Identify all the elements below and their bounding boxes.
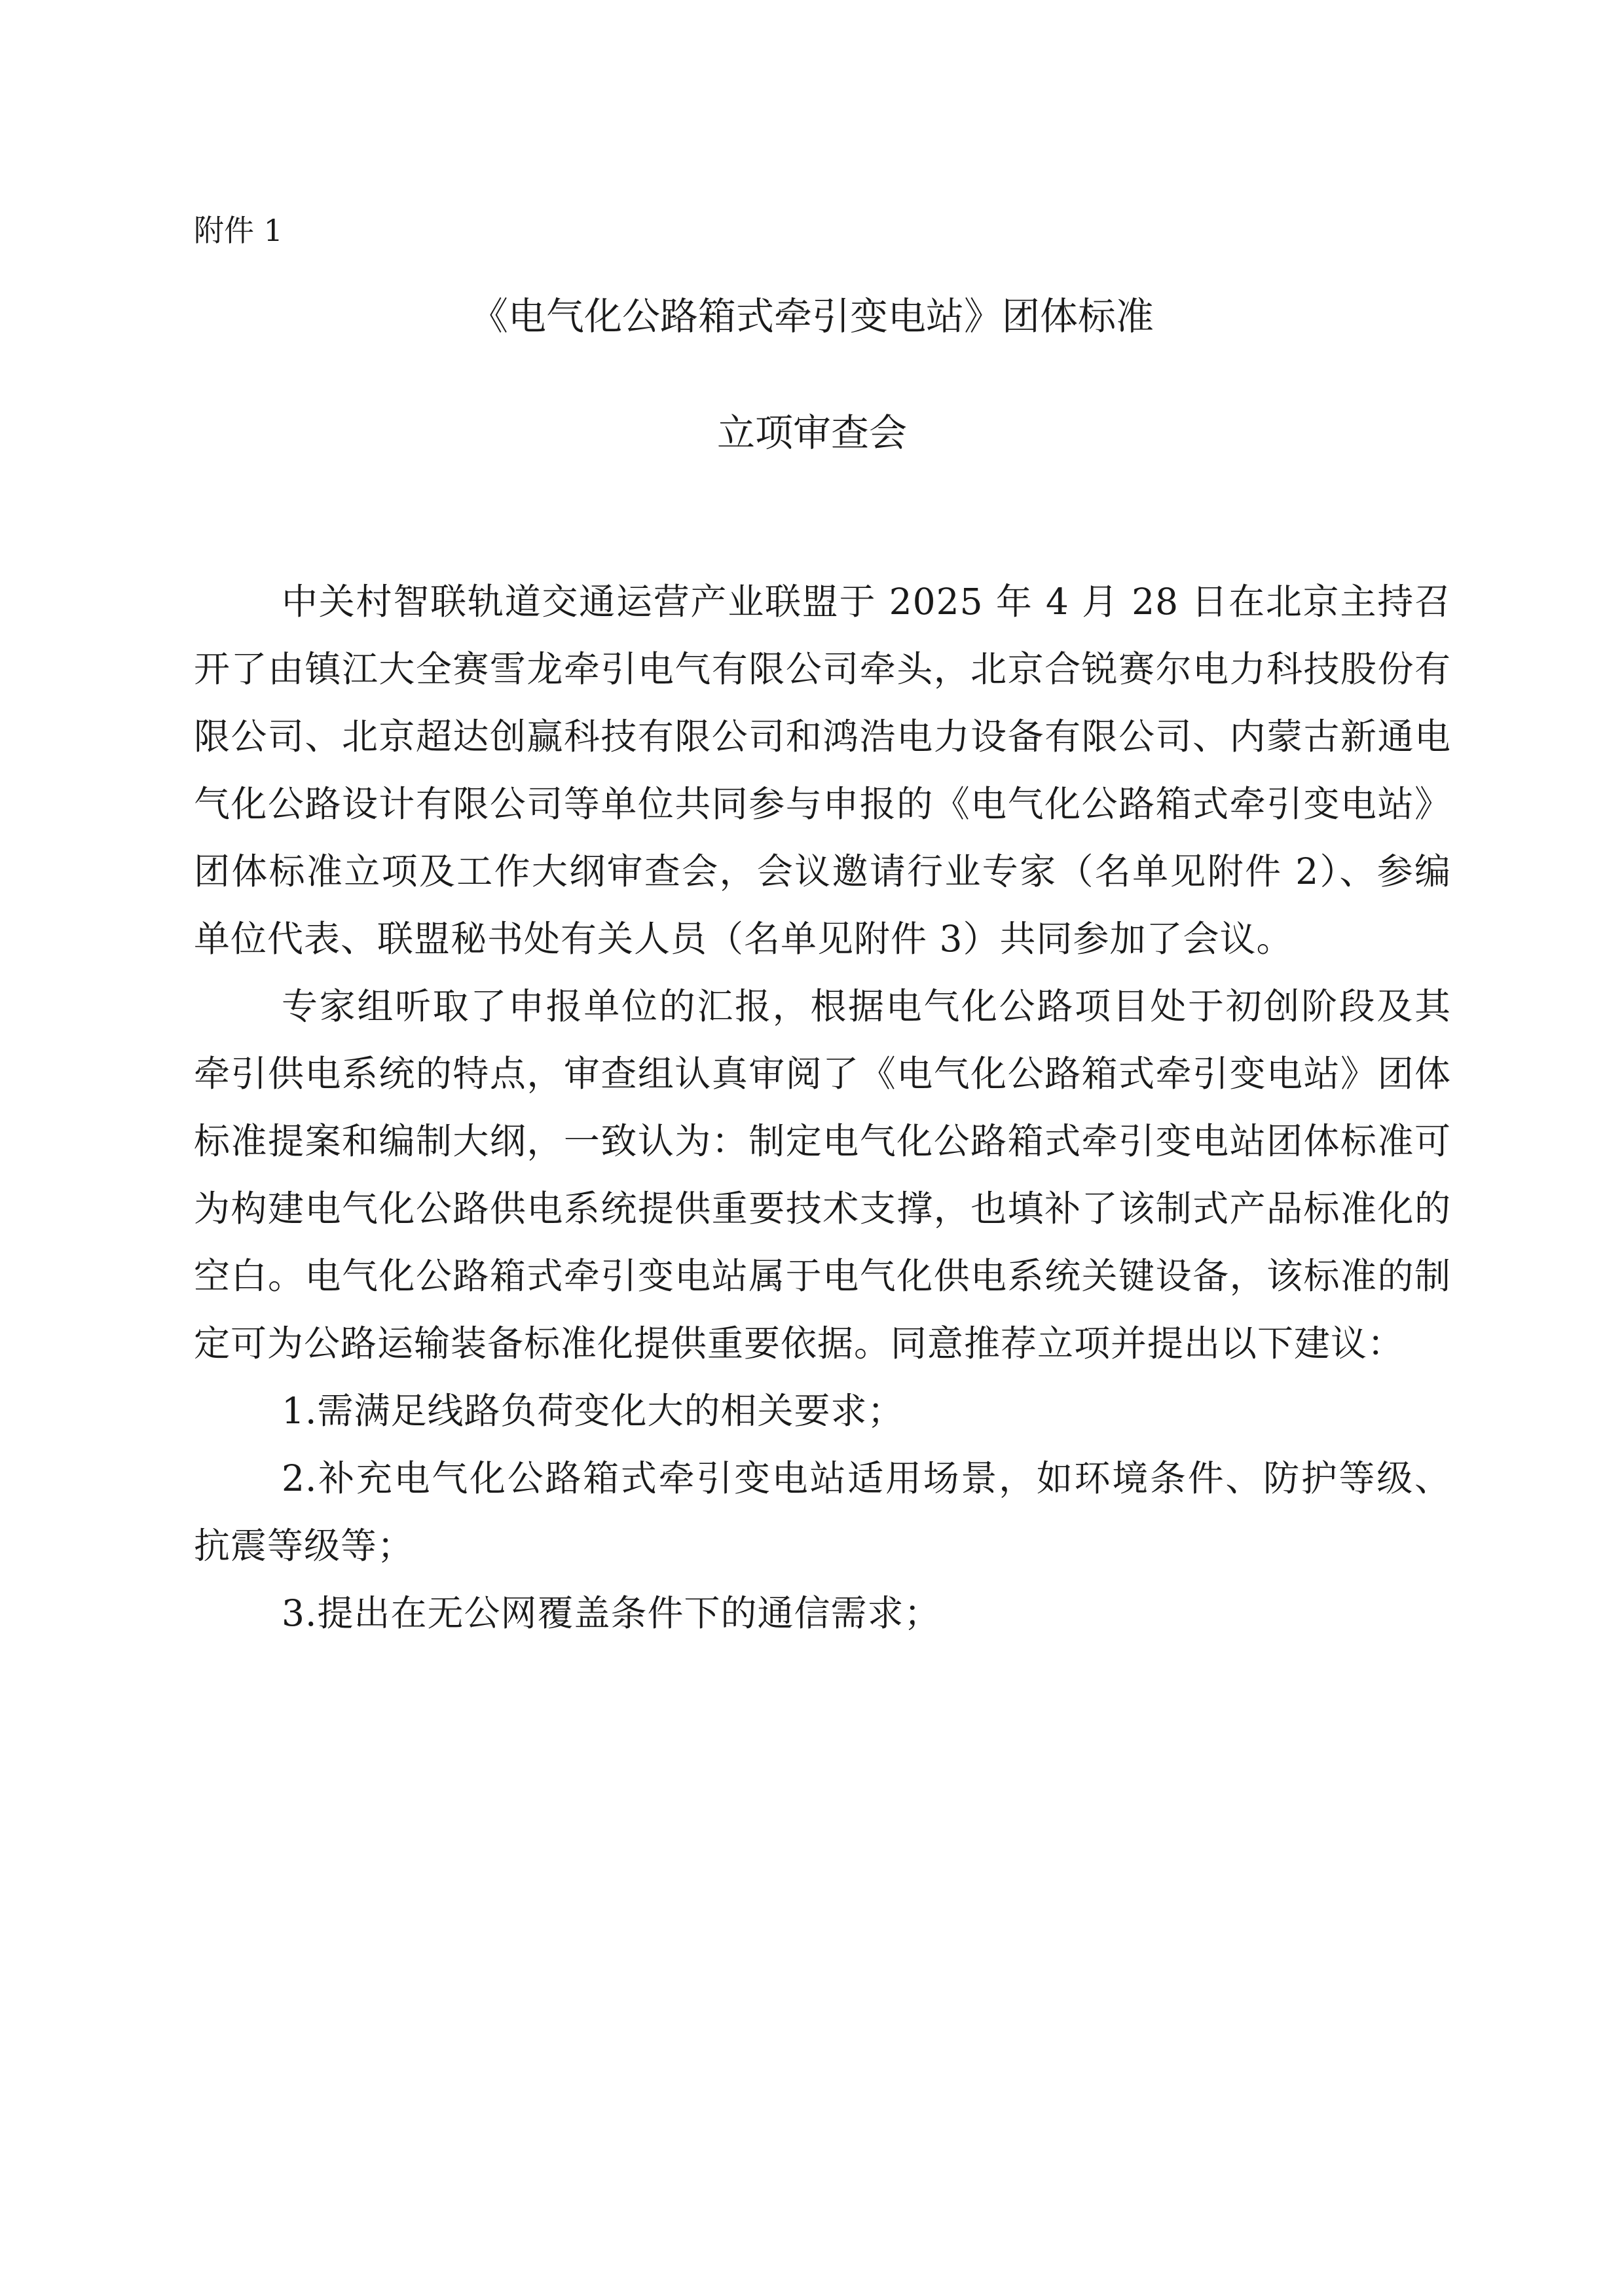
attachment-label: 附件 1 [194,213,283,248]
suggestion-item-2: 2.补充电气化公路箱式牵引变电站适用场景，如环境条件、防护等级、抗震等级等； [194,1457,1451,1567]
paragraph-meeting-intro: 中关村智联轨道交通运营产业联盟于 2025 年 4 月 28 日在北京主持召开了由镇江大全赛雪龙牵引电气有限公司牵头，北京合锐赛尔电力科技股份有限公司、北京超达创赢科技有限公司和鸿浩电力设备有限公司、内蒙古新通电气化公路设计有限公司等单位共同参与申报的《电气化公路箱式牵引变电站》团体标准立项及工作大纲审查会，会议邀请行业专家（名单见附件 2）、参编单位代表、联盟秘书处有关人员（名单见附件 3）共同参加了会议。 [194,581,1451,960]
document-title: 《电气化公路箱式牵引变电站》团体标准 [470,294,1154,338]
document-subtitle: 立项审查会 [716,410,907,455]
paragraph-expert-opinion: 专家组听取了申报单位的汇报，根据电气化公路项目处于初创阶段及其牵引供电系统的特点，审查组认真审阅了《电气化公路箱式牵引变电站》团体标准提案和编制大纲，一致认为：制定电气化公路箱式牵引变电站团体标准可为构建电气化公路供电系统提供重要技术支撑，也填补了该制式产品标准化的空白。电气化公路箱式牵引变电站属于电气化供电系统关键设备，该标准的制定可为公路运输装备标准化提供重要依据。同意推荐立项并提出以下建议： [194,985,1451,1364]
document-body [194,568,1451,1647]
suggestion-item-1: 1.需满足线路负荷变化大的相关要求； [282,1390,904,1432]
suggestion-item-3: 3.提出在无公网覆盖条件下的通信需求； [282,1592,941,1634]
